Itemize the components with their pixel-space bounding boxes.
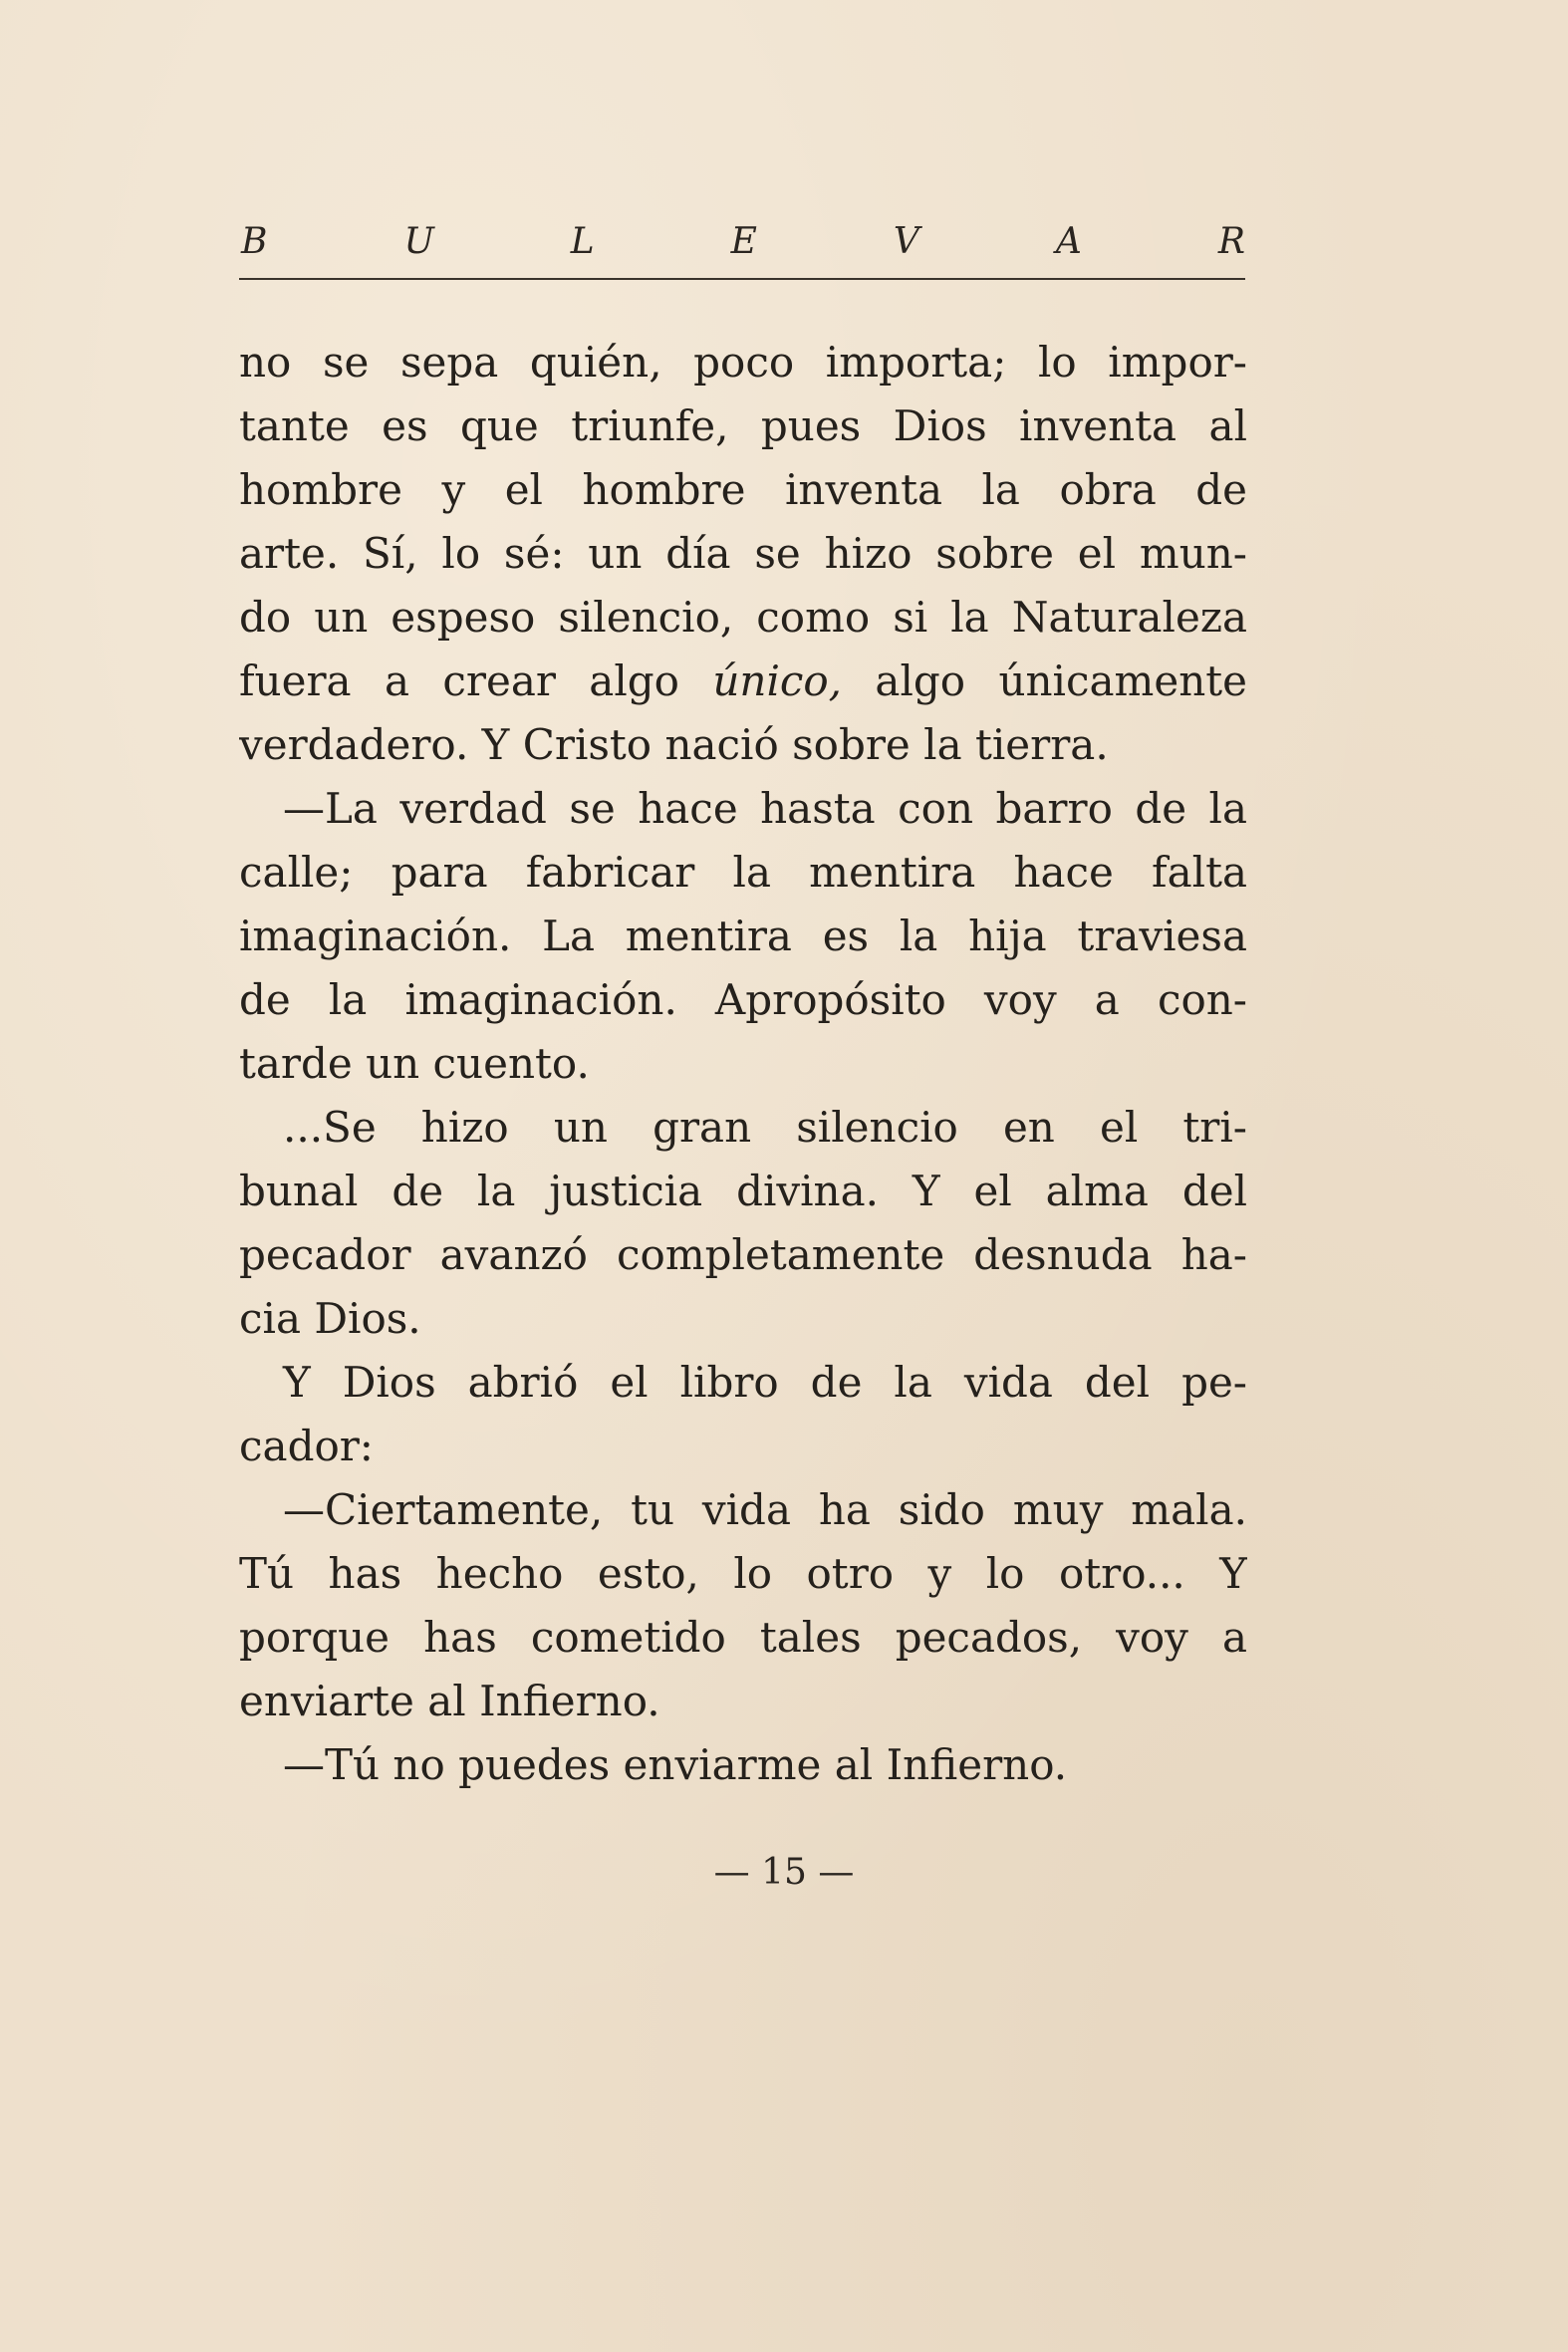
italic-word: único,	[712, 656, 843, 705]
header-letter: B	[241, 221, 268, 262]
text-line: —Tú no puedes enviarme al Infierno.	[283, 1740, 1068, 1789]
text-line: no se sepa quién, poco importa; lo impor-	[239, 338, 1247, 387]
text-line: pecador avanzó completamente desnuda ha-	[239, 1230, 1247, 1279]
header-letter: E	[730, 221, 757, 262]
text-line: bunal de la justicia divina. Y el alma del	[239, 1167, 1247, 1215]
text-line	[239, 650, 1247, 713]
header-letter: V	[893, 221, 919, 262]
text-line: arte. Sí, lo sé: un día se hizo sobre el mun-	[239, 529, 1247, 578]
text-line: verdadero. Y Cristo nació sobre la tierra.	[239, 720, 1109, 769]
text-line: tante es que triunfe, pues Dios inventa al	[239, 401, 1247, 450]
page-number: — 15 —	[713, 1852, 855, 1893]
text-line: de la imaginación. Apropósito voy a con-	[239, 975, 1247, 1024]
text-line: ...Se hizo un gran silencio en el tri-	[283, 1103, 1247, 1152]
running-header-title	[239, 214, 1245, 270]
text-line: porque has cometido tales pecados, voy a	[239, 1613, 1247, 1662]
header-letter: U	[403, 221, 434, 262]
text-segment: algo únicamente	[842, 656, 1247, 705]
text-line: tarde un cuento.	[239, 1039, 590, 1088]
text-line: calle; para fabricar la mentira hace falta	[239, 848, 1247, 897]
text-line: cador:	[239, 1422, 374, 1470]
header-letter: A	[1055, 221, 1082, 262]
text-line: Tú has hecho esto, lo otro y lo otro... Y	[239, 1549, 1247, 1598]
running-header	[239, 214, 1245, 280]
text-line: hombre y el hombre inventa la obra de	[239, 465, 1247, 514]
text-line: cia Dios.	[239, 1294, 421, 1343]
header-letter: L	[570, 221, 595, 262]
text-line: —La verdad se hace hasta con barro de la	[283, 784, 1247, 833]
text-line: enviarte al Infierno.	[239, 1677, 660, 1725]
text-line: —Ciertamente, tu vida ha sido muy mala.	[283, 1485, 1247, 1534]
text-segment: fuera a crear algo	[239, 656, 713, 705]
text-line: Y Dios abrió el libro de la vida del pe-	[283, 1358, 1247, 1407]
body-text	[239, 331, 1247, 1797]
text-line: do un espeso silencio, como si la Naturaleza	[239, 593, 1247, 642]
header-letter: R	[1217, 221, 1245, 262]
text-line: imaginación. La mentira es la hija traviesa	[239, 912, 1247, 960]
